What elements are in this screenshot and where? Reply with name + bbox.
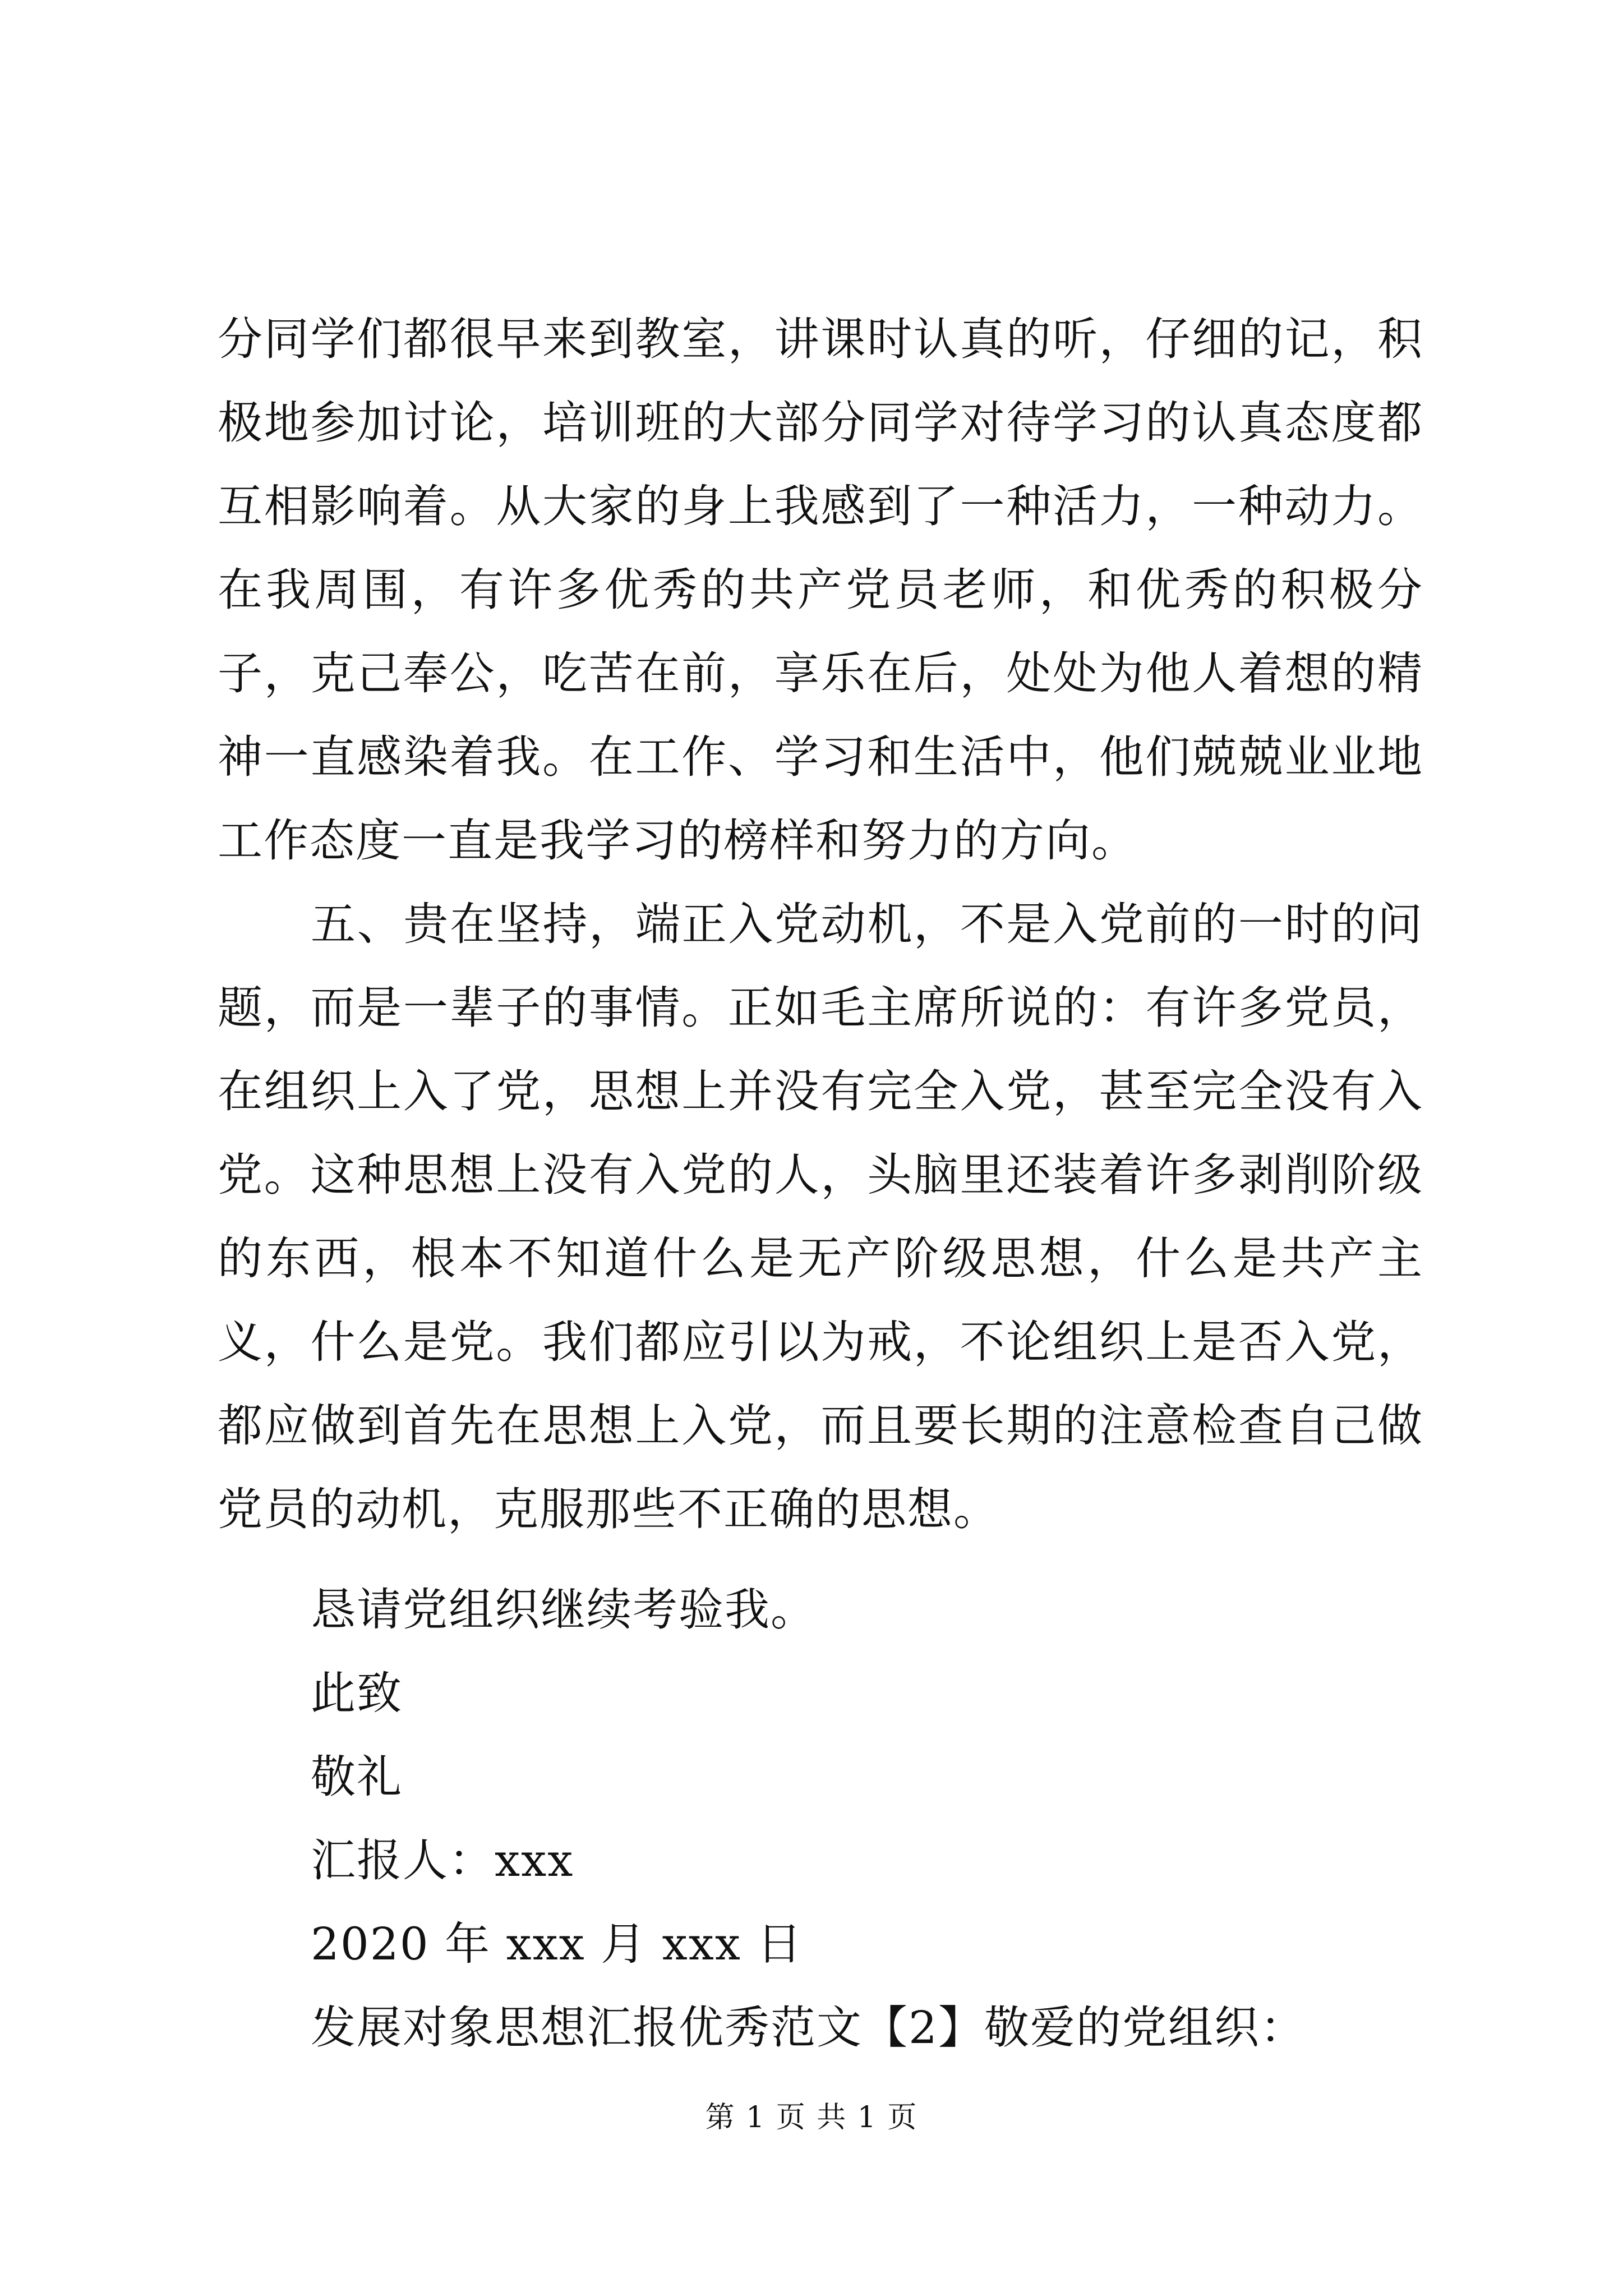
salutation-cizhi: 此致 (311, 1667, 403, 1719)
next-article-title: 发展对象思想汇报优秀范文【2】敬爱的党组织： (311, 2001, 1306, 2054)
closing-request: 恳请党组织继续考验我。 (311, 1584, 817, 1636)
reporter-line: 汇报人：xxx (311, 1834, 574, 1887)
date-line: 2020 年 xxx 月 xxx 日 (311, 1918, 803, 1970)
salutation-jingli: 敬礼 (311, 1751, 403, 1803)
closing-block (311, 1568, 1432, 2069)
page-indicator: 第 1 页 共 1 页 (705, 2101, 918, 2134)
page-footer (0, 2098, 1623, 2137)
paragraph-continuation: 分同学们都很早来到教室，讲课时认真的听，仔细的记，积极地参加讨论，培训班的大部分同学对待学习的认真态度都互相影响着。从大家的身上我感到了一种活力，一种动力。在我周围，有许多优秀的共产党员老师，和优秀的积极分子，克己奉公，吃苦在前，享乐在后，处处为他人着想的精神一直感染着我。在工作、学习和生活中，他们兢兢业业地工作态度一直是我学习的榜样和努力的方向。 (218, 313, 1423, 867)
paragraph-section-five: 五、贵在坚持，端正入党动机，不是入党前的一时的问题，而是一辈子的事情。正如毛主席所说的：有许多党员，在组织上入了党，思想上并没有完全入党，甚至完全没有入党。这种思想上没有入党的人，头脑里还装着许多剥削阶级的东西，根本不知道什么是无产阶级思想，什么是共产主义，什么是党。我们都应引以为戒，不论组织上是否入党，都应做到首先在思想上入党，而且要长期的注意检查自己做党员的动机，克服那些不正确的思想。 (218, 898, 1423, 1535)
document-body (218, 297, 1423, 1551)
